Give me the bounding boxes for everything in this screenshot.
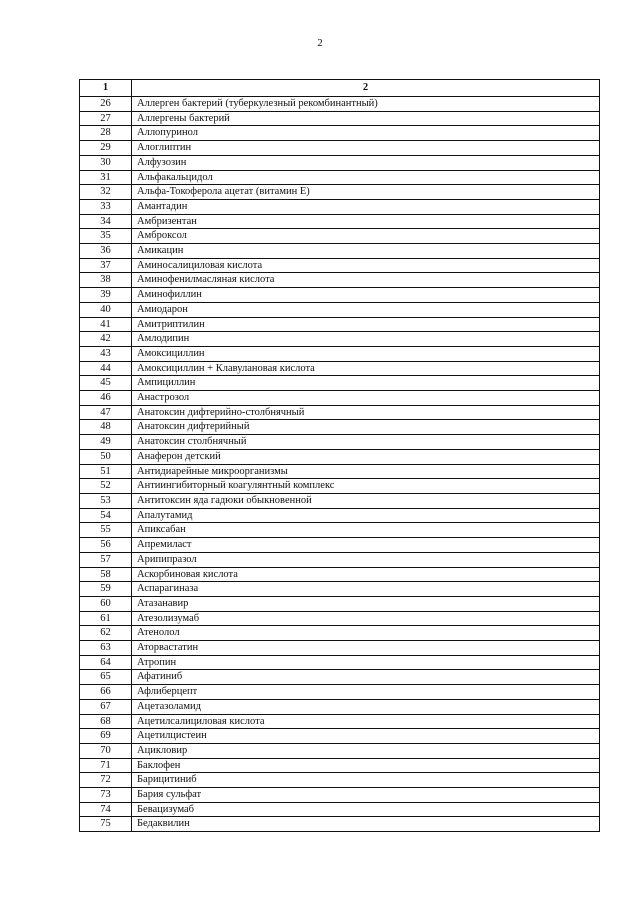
row-number-cell: 42 (80, 332, 132, 347)
row-number-cell: 62 (80, 626, 132, 641)
drug-name-cell: Аллергены бактерий (132, 111, 600, 126)
row-number-cell: 48 (80, 420, 132, 435)
row-number-cell: 34 (80, 214, 132, 229)
drug-name-cell: Афатиниб (132, 670, 600, 685)
table-row (80, 449, 600, 464)
table-row (80, 773, 600, 788)
table-row (80, 714, 600, 729)
table-row (80, 743, 600, 758)
table-row (80, 420, 600, 435)
drug-name-cell: Амитриптилин (132, 317, 600, 332)
drug-list-table (79, 79, 600, 832)
drug-name-cell: Аминофиллин (132, 288, 600, 303)
row-number-cell: 49 (80, 435, 132, 450)
table-row (80, 479, 600, 494)
row-number-cell: 57 (80, 552, 132, 567)
row-number-cell: 52 (80, 479, 132, 494)
table-row (80, 538, 600, 553)
drug-name-cell: Бевацизумаб (132, 802, 600, 817)
row-number-cell: 29 (80, 141, 132, 156)
drug-name-cell: Антиингибиторный коагулянтный комплекс (132, 479, 600, 494)
drug-name-cell: Апалутамид (132, 508, 600, 523)
table-row (80, 361, 600, 376)
table-row (80, 729, 600, 744)
row-number-cell: 70 (80, 743, 132, 758)
row-number-cell: 43 (80, 346, 132, 361)
drug-name-cell: Барицитиниб (132, 773, 600, 788)
table-row (80, 493, 600, 508)
drug-name-cell: Анатоксин дифтерийно-столбнячный (132, 405, 600, 420)
table-row (80, 567, 600, 582)
drug-name-cell: Альфакальцидол (132, 170, 600, 185)
table-row (80, 405, 600, 420)
table-row (80, 758, 600, 773)
drug-name-cell: Атазанавир (132, 596, 600, 611)
row-number-cell: 32 (80, 185, 132, 200)
row-number-cell: 53 (80, 493, 132, 508)
row-number-cell: 30 (80, 155, 132, 170)
row-number-cell: 61 (80, 611, 132, 626)
row-number-cell: 67 (80, 699, 132, 714)
row-number-cell: 37 (80, 258, 132, 273)
table-row (80, 273, 600, 288)
drug-name-cell: Аторвастатин (132, 641, 600, 656)
table-row (80, 596, 600, 611)
table-row (80, 670, 600, 685)
row-number-cell: 39 (80, 288, 132, 303)
drug-name-cell: Бедаквилин (132, 817, 600, 832)
table-row (80, 626, 600, 641)
table-row (80, 802, 600, 817)
drug-name-cell: Аспарагиназа (132, 582, 600, 597)
row-number-cell: 65 (80, 670, 132, 685)
row-number-cell: 28 (80, 126, 132, 141)
table-row (80, 685, 600, 700)
row-number-cell: 31 (80, 170, 132, 185)
drug-name-cell: Атенолол (132, 626, 600, 641)
drug-name-cell: Амикацин (132, 244, 600, 259)
table-row (80, 155, 600, 170)
drug-name-cell: Бария сульфат (132, 788, 600, 803)
row-number-cell: 36 (80, 244, 132, 259)
drug-name-cell: Афлиберцепт (132, 685, 600, 700)
row-number-cell: 47 (80, 405, 132, 420)
row-number-cell: 73 (80, 788, 132, 803)
row-number-cell: 75 (80, 817, 132, 832)
drug-name-cell: Альфа-Токоферола ацетат (витамин Е) (132, 185, 600, 200)
row-number-cell: 66 (80, 685, 132, 700)
drug-name-cell: Антитоксин яда гадюки обыкновенной (132, 493, 600, 508)
row-number-cell: 60 (80, 596, 132, 611)
drug-name-cell: Амброксол (132, 229, 600, 244)
drug-name-cell: Анаферон детский (132, 449, 600, 464)
row-number-cell: 72 (80, 773, 132, 788)
row-number-cell: 64 (80, 655, 132, 670)
drug-name-cell: Амоксициллин + Клавулановая кислота (132, 361, 600, 376)
row-number-cell: 33 (80, 199, 132, 214)
table-row (80, 126, 600, 141)
row-number-cell: 69 (80, 729, 132, 744)
table-row (80, 582, 600, 597)
drug-name-cell: Аминосалициловая кислота (132, 258, 600, 273)
table-row (80, 817, 600, 832)
drug-name-cell: Арипипразол (132, 552, 600, 567)
row-number-cell: 27 (80, 111, 132, 126)
row-number-cell: 50 (80, 449, 132, 464)
row-number-cell: 56 (80, 538, 132, 553)
row-number-cell: 59 (80, 582, 132, 597)
row-number-cell: 45 (80, 376, 132, 391)
drug-name-cell: Анастрозол (132, 391, 600, 406)
row-number-cell: 74 (80, 802, 132, 817)
drug-name-cell: Атезолизумаб (132, 611, 600, 626)
table-row (80, 97, 600, 112)
table-row (80, 655, 600, 670)
table-row (80, 391, 600, 406)
drug-name-cell: Апиксабан (132, 523, 600, 538)
table-row (80, 788, 600, 803)
drug-name-cell: Антидиарейные микроорганизмы (132, 464, 600, 479)
table-row (80, 464, 600, 479)
table-row (80, 611, 600, 626)
table-header-row (80, 80, 600, 97)
row-number-cell: 46 (80, 391, 132, 406)
row-number-cell: 55 (80, 523, 132, 538)
drug-name-cell: Алоглиптин (132, 141, 600, 156)
drug-name-cell: Аминофенилмасляная кислота (132, 273, 600, 288)
drug-name-cell: Ацикловир (132, 743, 600, 758)
drug-name-cell: Алфузозин (132, 155, 600, 170)
table-body (80, 97, 600, 832)
table-row (80, 288, 600, 303)
table-row (80, 435, 600, 450)
row-number-cell: 44 (80, 361, 132, 376)
page-number: 2 (317, 37, 323, 49)
row-number-cell: 38 (80, 273, 132, 288)
row-number-cell: 41 (80, 317, 132, 332)
drug-name-cell: Атропин (132, 655, 600, 670)
table-row (80, 552, 600, 567)
drug-name-cell: Амиодарон (132, 302, 600, 317)
drug-name-cell: Амоксициллин (132, 346, 600, 361)
table-row (80, 170, 600, 185)
row-number-cell: 68 (80, 714, 132, 729)
table-row (80, 699, 600, 714)
row-number-cell: 71 (80, 758, 132, 773)
drug-name-cell: Аллерген бактерий (туберкулезный рекомбинантный) (132, 97, 600, 112)
table-row (80, 376, 600, 391)
drug-name-cell: Анатоксин дифтерийный (132, 420, 600, 435)
drug-name-cell: Амантадин (132, 199, 600, 214)
row-number-cell: 54 (80, 508, 132, 523)
drug-name-cell: Аскорбиновая кислота (132, 567, 600, 582)
table-row (80, 185, 600, 200)
row-number-cell: 63 (80, 641, 132, 656)
drug-name-cell: Амбризентан (132, 214, 600, 229)
drug-name-cell: Аллопуринол (132, 126, 600, 141)
table-row (80, 332, 600, 347)
table-row (80, 346, 600, 361)
column-header-number: 1 (80, 80, 132, 97)
drug-name-cell: Баклофен (132, 758, 600, 773)
drug-name-cell: Ампициллин (132, 376, 600, 391)
table-row (80, 229, 600, 244)
table-row (80, 317, 600, 332)
row-number-cell: 35 (80, 229, 132, 244)
column-header-name: 2 (132, 80, 600, 97)
row-number-cell: 26 (80, 97, 132, 112)
table-row (80, 302, 600, 317)
drug-name-cell: Анатоксин столбнячный (132, 435, 600, 450)
drug-name-cell: Ацетилцистеин (132, 729, 600, 744)
drug-name-cell: Апремиласт (132, 538, 600, 553)
drug-name-cell: Ацетазоламид (132, 699, 600, 714)
table-row (80, 258, 600, 273)
table-row (80, 111, 600, 126)
drug-name-cell: Ацетилсалициловая кислота (132, 714, 600, 729)
table-row (80, 141, 600, 156)
row-number-cell: 51 (80, 464, 132, 479)
table-row (80, 199, 600, 214)
table-row (80, 244, 600, 259)
row-number-cell: 40 (80, 302, 132, 317)
table-row (80, 214, 600, 229)
table-row (80, 523, 600, 538)
row-number-cell: 58 (80, 567, 132, 582)
table-row (80, 641, 600, 656)
table-row (80, 508, 600, 523)
drug-name-cell: Амлодипин (132, 332, 600, 347)
